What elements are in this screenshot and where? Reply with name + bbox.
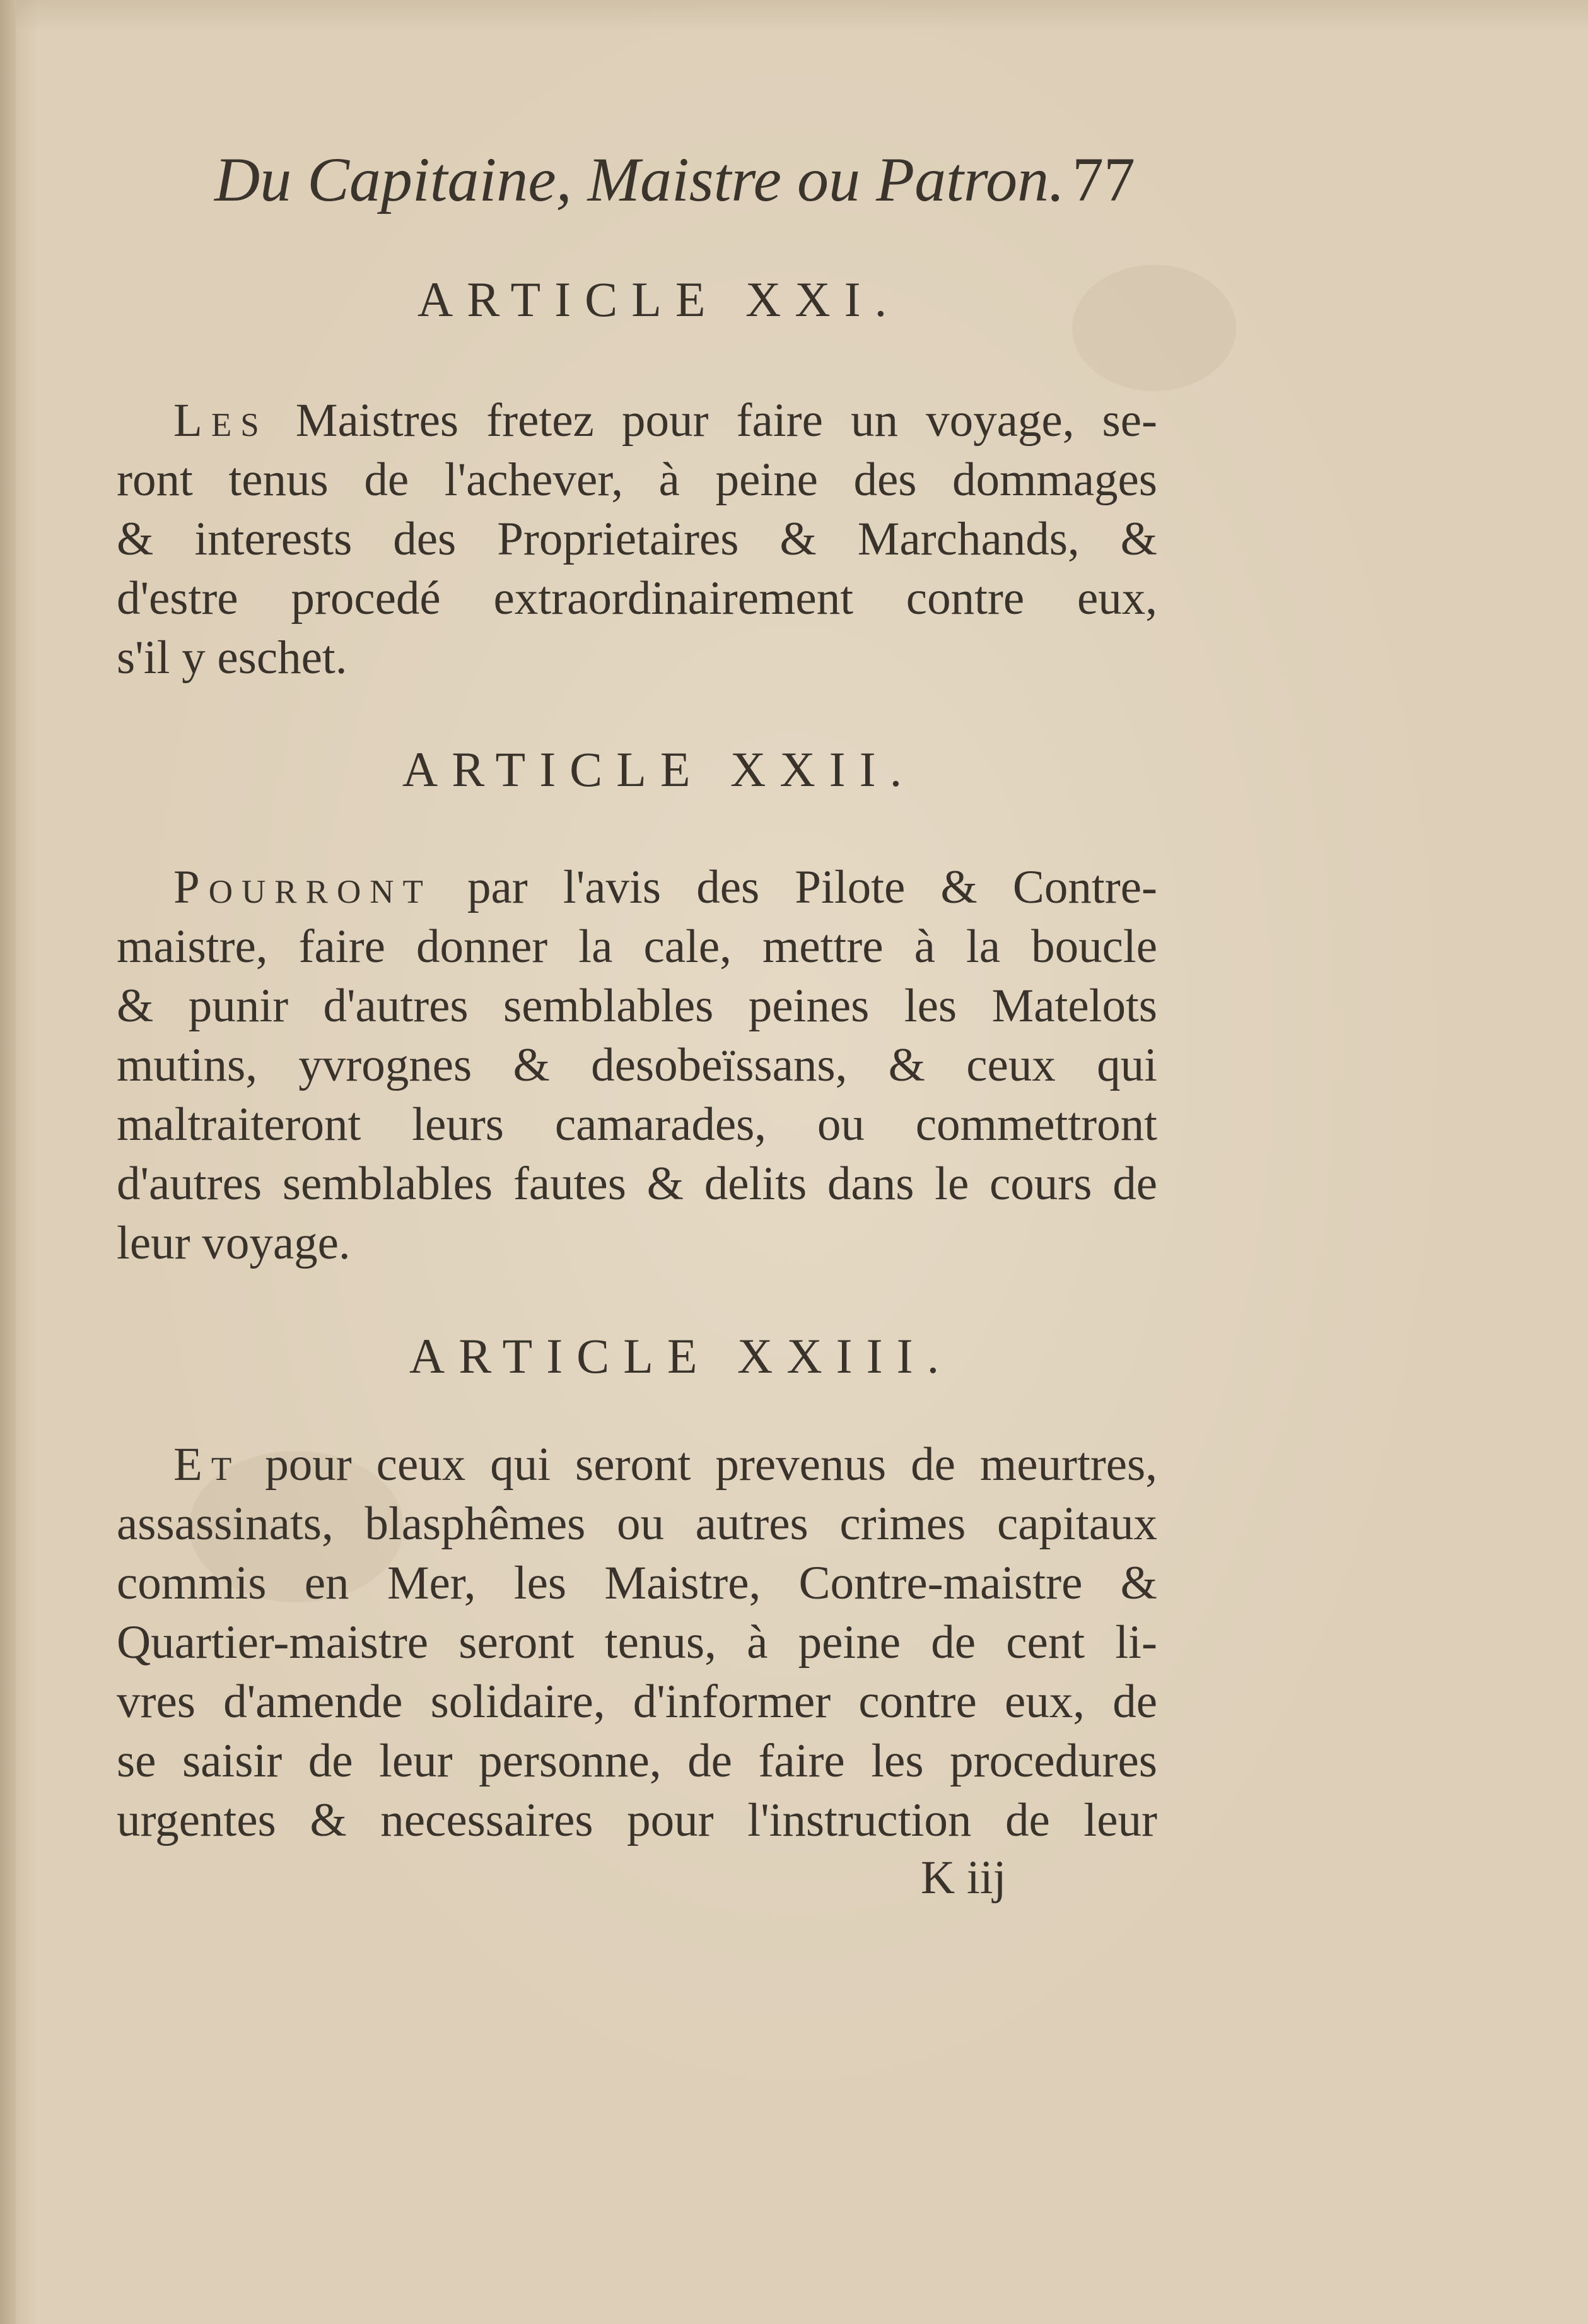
article-text-line bbox=[117, 1435, 1157, 1494]
article-text-line: Quartier-maistre seront tenus, à peine de cent li- bbox=[117, 1616, 1157, 1669]
article-text-fragment: Maistres fretez pour faire un voyage, se- bbox=[295, 394, 1157, 447]
article-heading: ARTICLE XXII. bbox=[402, 742, 916, 797]
binding-gutter bbox=[0, 0, 16, 2324]
article-text-line: se saisir de leur personne, de faire les procedures bbox=[117, 1735, 1157, 1787]
article-text-fragment: pour ceux qui seront prevenus de meurtres, bbox=[265, 1438, 1157, 1491]
article-text-line: assassinats, blasphêmes ou autres crimes capitaux bbox=[117, 1498, 1157, 1550]
article-text-line: ront tenus de l'achever, à peine des dommages bbox=[117, 454, 1157, 506]
article-text-line bbox=[117, 858, 1157, 917]
article-text-line bbox=[117, 391, 1157, 450]
article-text-line: commis en Mer, les Maistre, Contre-maistre & bbox=[117, 1557, 1157, 1609]
article-lead-word: Et bbox=[173, 1438, 241, 1491]
article-text-line: d'autres semblables fautes & delits dans le cours de bbox=[117, 1158, 1157, 1210]
article-text-line: s'il y eschet. bbox=[117, 631, 347, 684]
signature-mark: K iij bbox=[921, 1852, 1007, 1904]
article-lead-word: Pourront bbox=[173, 861, 432, 913]
article-lead-word: Les bbox=[173, 394, 268, 447]
article-text-line: mutins, yvrognes & desobeïssans, & ceux qui bbox=[117, 1039, 1157, 1091]
article-text-line: maistre, faire donner la cale, mettre à la boucle bbox=[117, 920, 1157, 973]
article-text bbox=[117, 858, 1157, 1273]
running-head-title: Du Capitaine, Maistre ou Patron. bbox=[214, 144, 1065, 214]
article-text-line: d'estre procedé extraordinairement contre eux, bbox=[117, 572, 1157, 625]
running-head bbox=[214, 139, 1160, 221]
article-text-line: maltraiteront leurs camarades, ou commettront bbox=[117, 1098, 1157, 1151]
article-text-line: & interests des Proprietaires & Marchands, & bbox=[117, 513, 1157, 565]
article-heading: ARTICLE XXI. bbox=[417, 272, 901, 327]
article-text-line: & punir d'autres semblables peines les Matelots bbox=[117, 980, 1157, 1032]
article-text bbox=[117, 1435, 1157, 1850]
page-number: 77 bbox=[1072, 144, 1135, 214]
article-text bbox=[117, 391, 1157, 688]
article-text-line: vres d'amende solidaire, d'informer contre eux, de bbox=[117, 1676, 1157, 1728]
article-text-line: leur voyage. bbox=[117, 1217, 351, 1269]
article-text-fragment: par l'avis des Pilote & Contre- bbox=[467, 861, 1157, 913]
article-heading: ARTICLE XXIII. bbox=[409, 1329, 954, 1383]
article-text-line: urgentes & necessaires pour l'instruction de leur bbox=[117, 1794, 1157, 1846]
